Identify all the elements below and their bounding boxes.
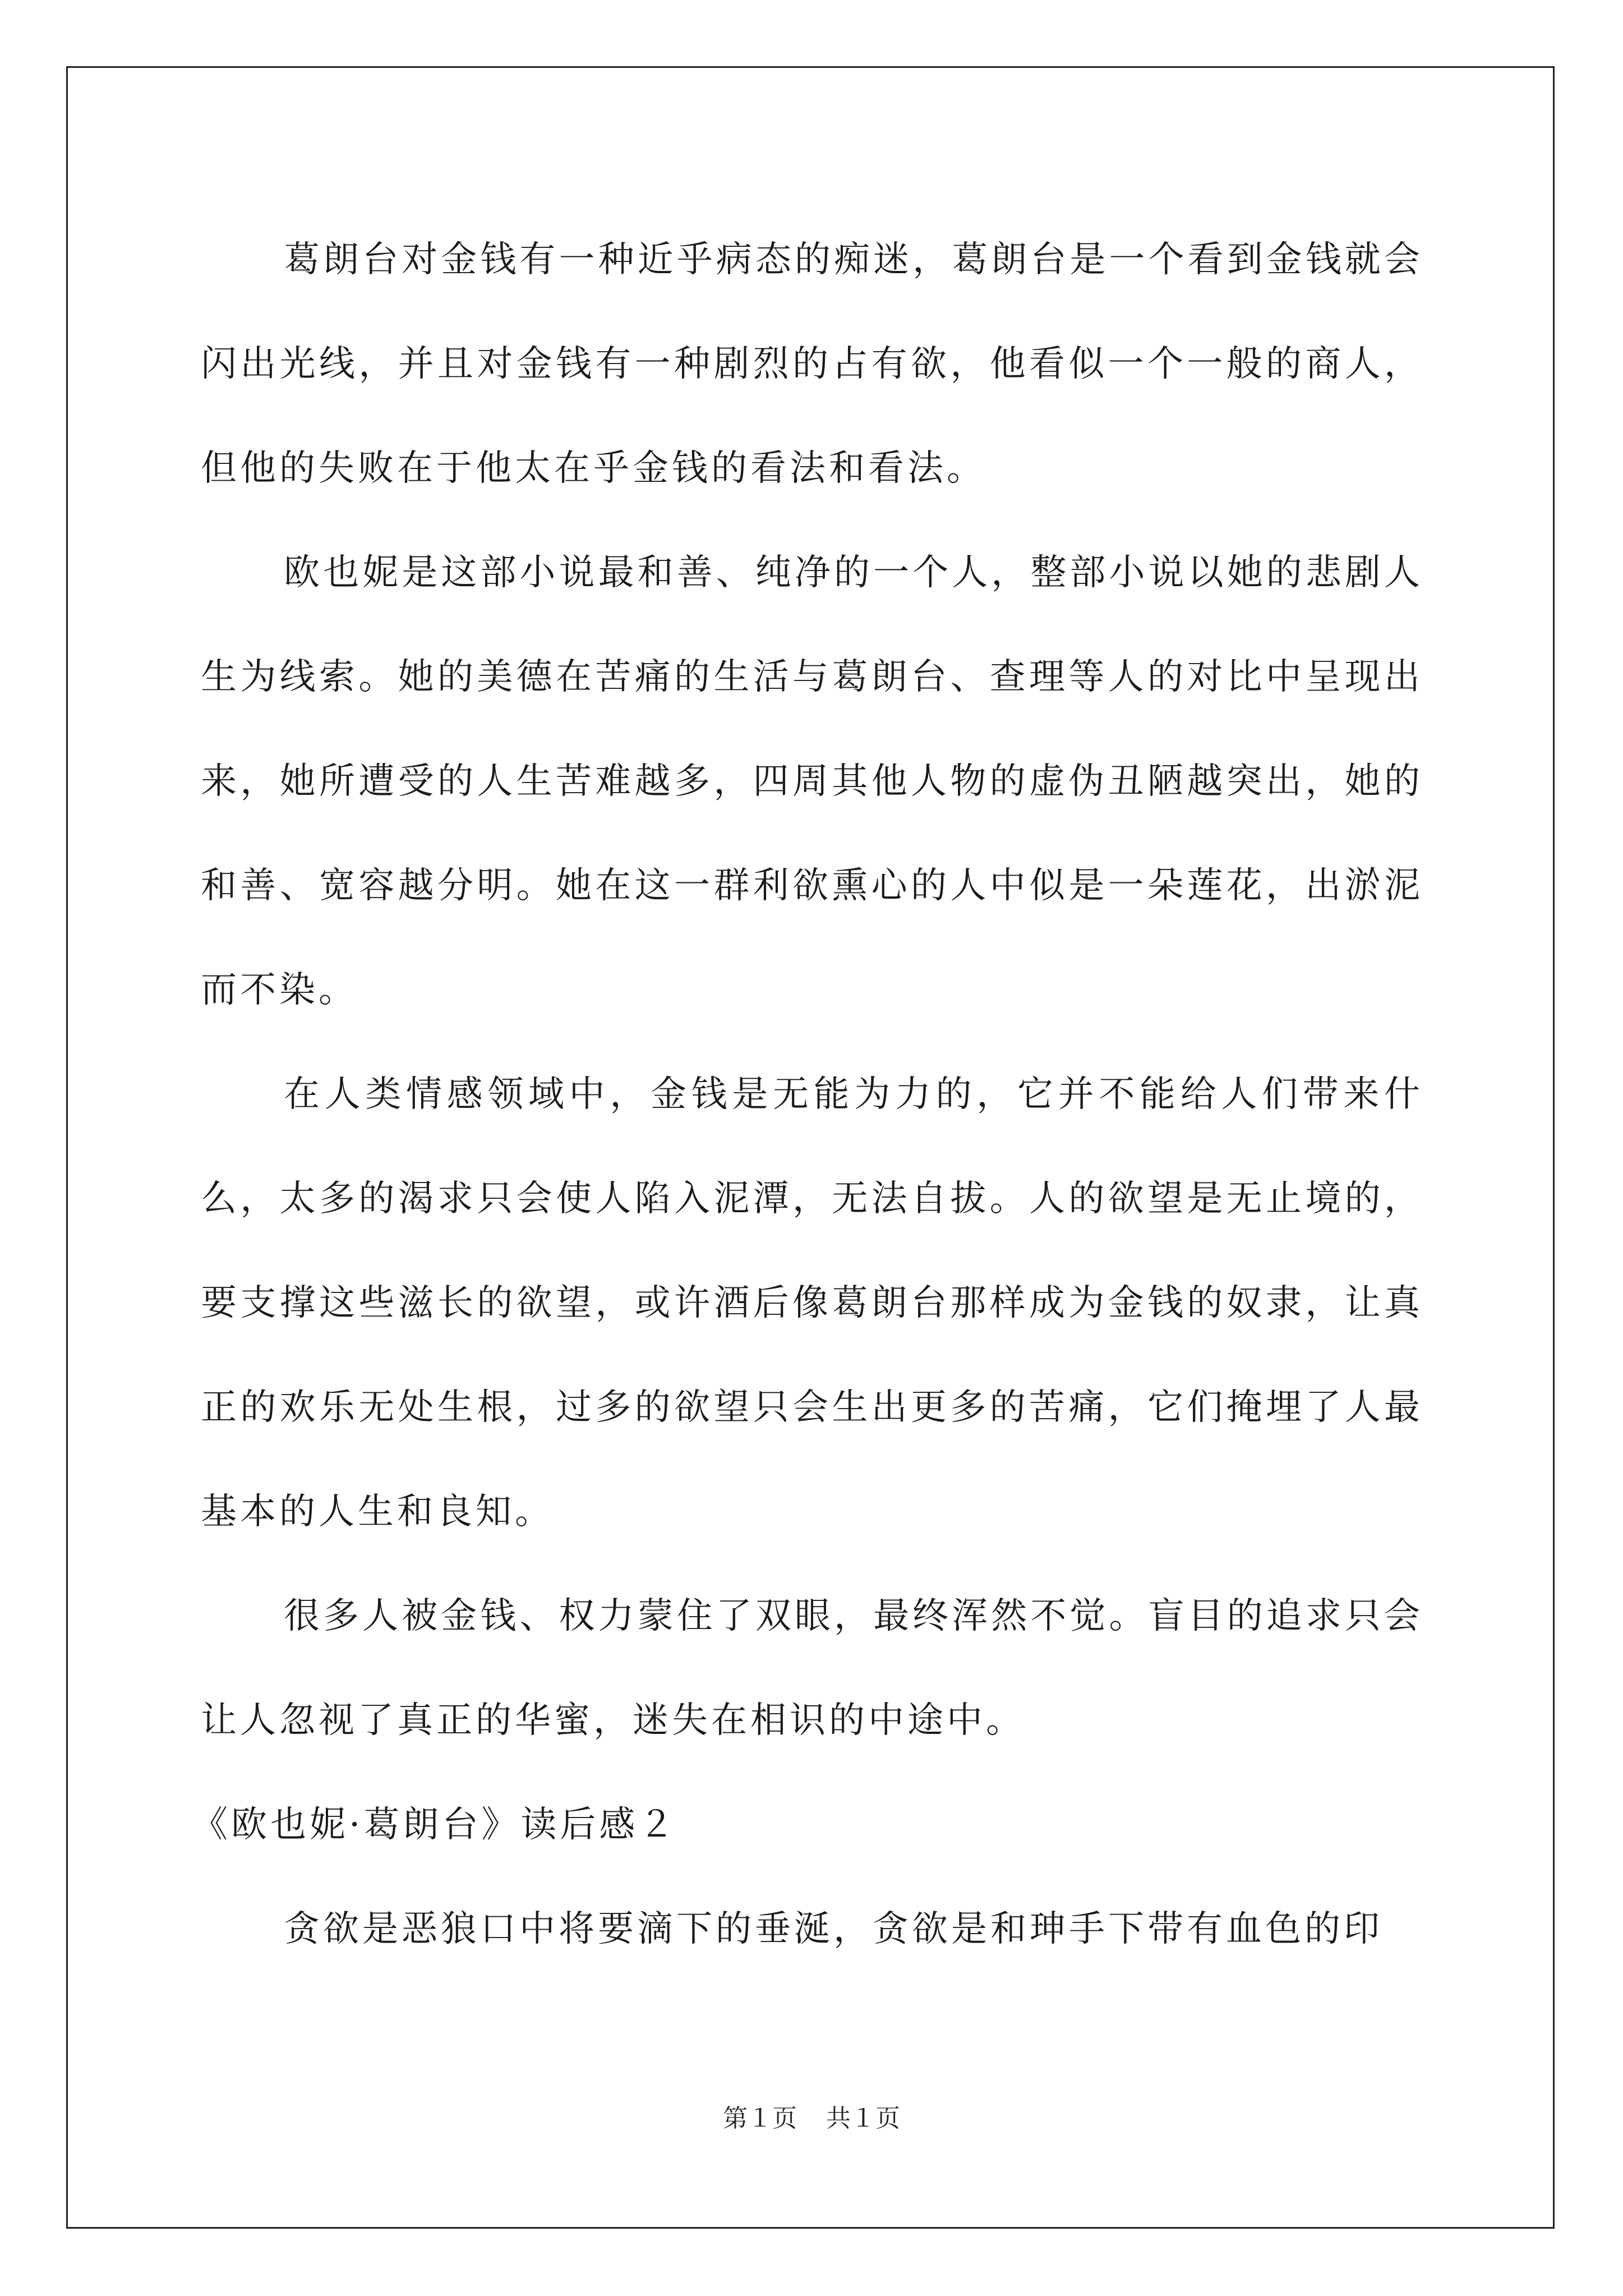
document-body [192, 208, 1423, 1981]
paragraph-5: 贪欲是恶狼口中将要滴下的垂涎，贪欲是和珅手下带有血色的印 [284, 1908, 1383, 1950]
paragraph-1: 葛朗台对金钱有一种近乎病态的痴迷，葛朗台是一个看到金钱就会闪出光线，并且对金钱有一种剧烈的占有欲，他看似一个一般的商人，但他的失败在于他太在乎金钱的看法和看法。 [201, 239, 1423, 489]
page-number: 第１页 [723, 2105, 797, 2132]
section-heading: 《欧也妮·葛朗台》读后感２ [192, 1804, 678, 1846]
paragraph-4: 很多人被金钱、权力蒙住了双眼，最终浑然不觉。盲目的追求只会让人忽视了真正的华蜜，迷失在相识的中途中。 [201, 1595, 1423, 1741]
page-footer [0, 2098, 1623, 2134]
paragraph-2: 欧也妮是这部小说最和善、纯净的一个人，整部小说以她的悲剧人生为线索。她的美德在苦痛的生活与葛朗台、查理等人的对比中呈现出来，她所遭受的人生苦难越多，四周其他人物的虚伪丑陋越突出，她的和善、宽容越分明。她在这一群利欲熏心的人中似是一朵莲花，出淤泥而不染。 [201, 552, 1423, 1011]
page-total: 共１页 [826, 2105, 900, 2132]
paragraph-3: 在人类情感领域中，金钱是无能为力的，它并不能给人们带来什么，太多的渴求只会使人陷入泥潭，无法自拔。人的欲望是无止境的，要支撑这些滋长的欲望，或许酒后像葛朗台那样成为金钱的奴隶，让真正的欢乐无处生根，过多的欲望只会生出更多的苦痛，它们掩埋了人最基本的人生和良知。 [201, 1074, 1423, 1533]
